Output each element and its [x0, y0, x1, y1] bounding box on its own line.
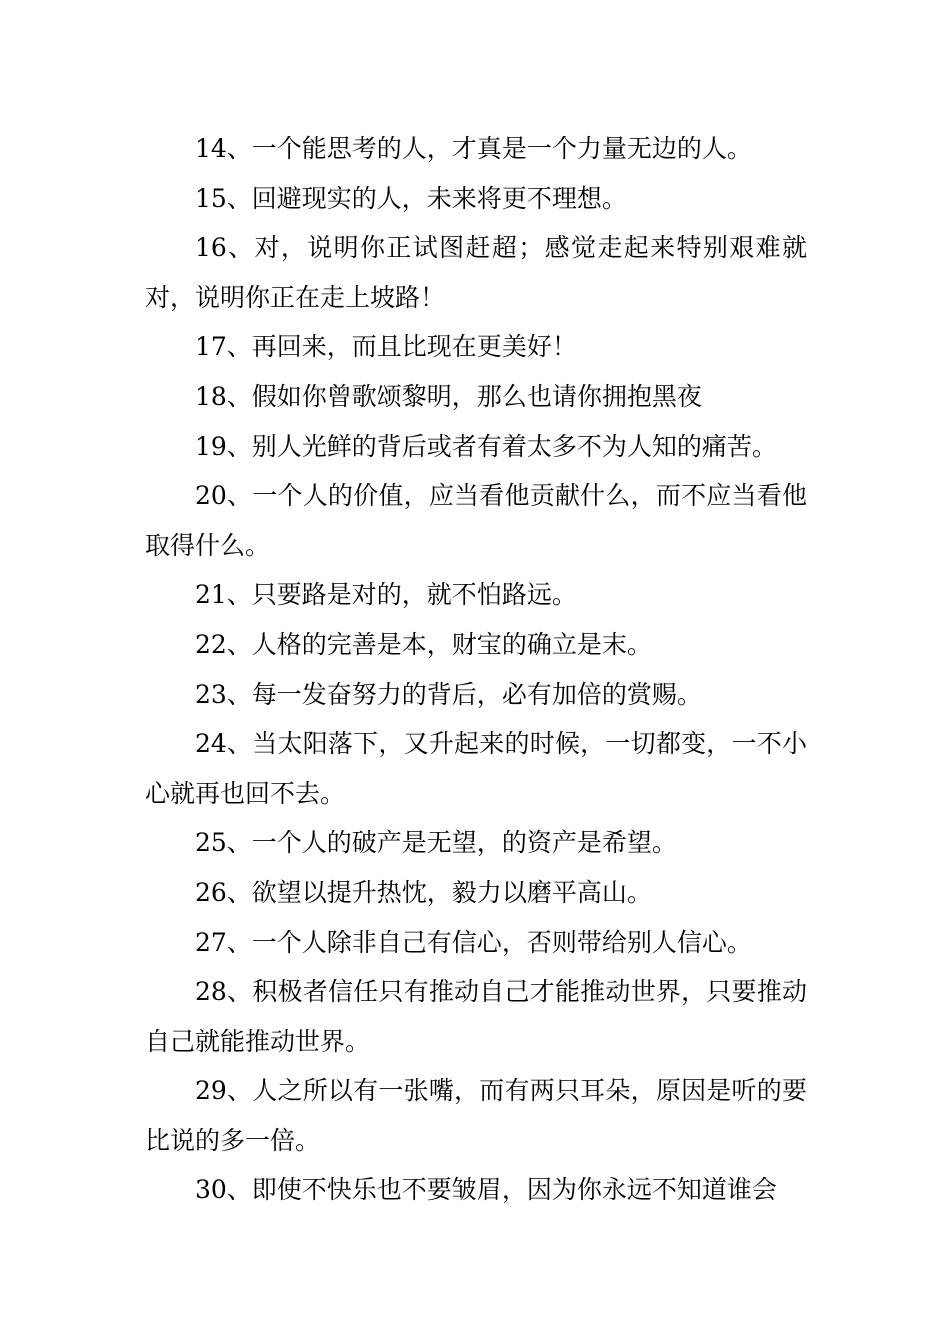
paragraph-18: 18、假如你曾歌颂黎明，那么也请你拥抱黑夜 — [195, 381, 702, 411]
paragraph-27: 27、一个人除非自己有信心，否则带给别人信心。 — [195, 927, 752, 957]
paragraph-19: 19、别人光鲜的背后或者有着太多不为人知的痛苦。 — [195, 431, 777, 461]
paragraph-16: 16、对，说明你正试图赶超；感觉走起来特别艰难就对，说明你正在走上坡路！ — [145, 233, 807, 312]
paragraph-24: 24、当太阳落下，又升起来的时候，一切都变，一不小心就再也回不去。 — [145, 729, 807, 808]
paragraph-20: 20、一个人的价值，应当看他贡献什么，而不应当看他取得什么。 — [145, 481, 807, 560]
paragraph-15: 15、回避现实的人，未来将更不理想。 — [195, 183, 627, 213]
paragraph-14: 14、一个能思考的人，才真是一个力量无边的人。 — [195, 134, 752, 163]
paragraph-23: 23、每一发奋努力的背后，必有加倍的赏赐。 — [195, 679, 702, 709]
paragraph-17: 17、再回来，而且比现在更美好！ — [195, 332, 577, 362]
document-body — [145, 124, 807, 1215]
paragraph-22: 22、人格的完善是本，财宝的确立是末。 — [195, 629, 652, 659]
paragraph-21: 21、只要路是对的，就不怕路远。 — [195, 580, 577, 610]
paragraph-25: 25、一个人的破产是无望，的资产是希望。 — [195, 828, 677, 858]
paragraph-28: 28、积极者信任只有推动自己才能推动世界，只要推动自己就能推动世界。 — [145, 977, 807, 1056]
paragraph-26: 26、欲望以提升热忱，毅力以磨平高山。 — [195, 877, 652, 907]
paragraph-29: 29、人之所以有一张嘴，而有两只耳朵，原因是听的要比说的多一倍。 — [145, 1076, 807, 1155]
paragraph-30: 30、即使不快乐也不要皱眉，因为你永远不知道谁会 — [195, 1175, 777, 1205]
